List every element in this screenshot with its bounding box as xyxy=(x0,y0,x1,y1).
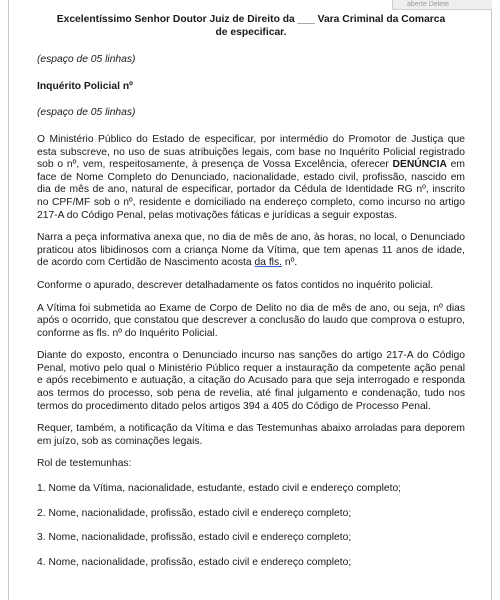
document-header xyxy=(37,14,465,39)
document-body xyxy=(37,14,465,581)
underlined-fls: da fls. xyxy=(254,257,282,269)
header-line-2: de especificar. xyxy=(215,26,287,38)
paragraph-requer: Requer, também, a notificação da Vítima e das Testemunhas abaixo arroladas para deporem em juízo, sob as cominações legais. xyxy=(37,423,465,447)
spacing-note-2: (espaço de 05 linhas) xyxy=(37,107,136,119)
toolbar-fragment: aberte Delete xyxy=(392,0,492,10)
paragraph-denuncia xyxy=(37,134,465,222)
witness-item-3: 3. Nome, nacionalidade, profissão, estado civil e endereço completo; xyxy=(37,532,352,544)
paragraph-apurado: Conforme o apurado, descrever detalhadamente os fatos contidos no inquérito policial. xyxy=(37,279,434,291)
witness-item-4: 4. Nome, nacionalidade, profissão, estado civil e endereço completo; xyxy=(37,556,352,568)
paragraph-exame: A Vítima foi submetida ao Exame de Corpo de Delito no dia de mês de ano, ou seja, nº dias após o ocorrido, que constatou que descrever a conclusão do laudo que comprova o estupro, conforme as fls. nº do Inquérito Policial. xyxy=(37,302,465,339)
witness-item-2: 2. Nome, nacionalidade, profissão, estado civil e endereço completo; xyxy=(37,507,352,519)
paragraph-narrativa-end: nº. xyxy=(281,257,298,269)
paragraph-denuncia-start: O Ministério Público do Estado de especificar, por intermédio do Promotor de Justiça que esta subscreve, no uso de suas atribuições legais, com base no Inquérito Policial registrado sob o nº, vem, respeitosamente, à presença de Vossa Excelência, oferecer xyxy=(37,133,465,171)
paragraph-narrativa-start: Narra a peça informativa anexa que, no dia de mês de ano, às horas, no local, o Denunciado praticou atos libidinosos com a criança Nome da Vítima, que tem apenas 11 anos de idade, de acordo com Certidão de Nascimento acosta xyxy=(37,232,465,269)
paragraph-narrativa xyxy=(37,232,465,270)
spacing-note-1: (espaço de 05 linhas) xyxy=(37,54,136,66)
paragraph-exposto: Diante do exposto, encontra o Denunciado incurso nas sanções do artigo 217-A do Código Penal, motivo pelo qual o Ministério Público requer a instauração da competente ação penal e após recebimento e autuação, a citação do Acusado para que seja interrogado e responda aos termos do processo, sob pena de revelia, até final julgamento e condenação, tudo nos termos do procedimento ditado pelos artigos 394 a 405 do Código de Processo Penal. xyxy=(37,350,465,412)
inquerito-label: Inquérito Policial nº xyxy=(37,80,133,92)
header-line-1: Excelentíssimo Senhor Doutor Juiz de Direito da ___ Vara Criminal da Comarca xyxy=(56,14,446,25)
witness-list-title: Rol de testemunhas: xyxy=(37,458,132,470)
denuncia-keyword: DENÚNCIA xyxy=(392,159,447,171)
paragraph-denuncia-end: em face de Nome Completo do Denunciado, nacionalidade, estado civil, profissão, nascido em dia de mês de ano, natural de especificar, portador da Cédula de Identidade RG nº, inscrito no CPF/MF sob o nº, residente e domiciliado na endereço completo, como incurso no artigo 217-A do Código Penal, pelas motivações fáticas e jurídicas a seguir expostas. xyxy=(37,159,465,221)
witness-item-1: 1. Nome da Vítima, nacionalidade, estudante, estado civil e endereço completo; xyxy=(37,483,402,495)
